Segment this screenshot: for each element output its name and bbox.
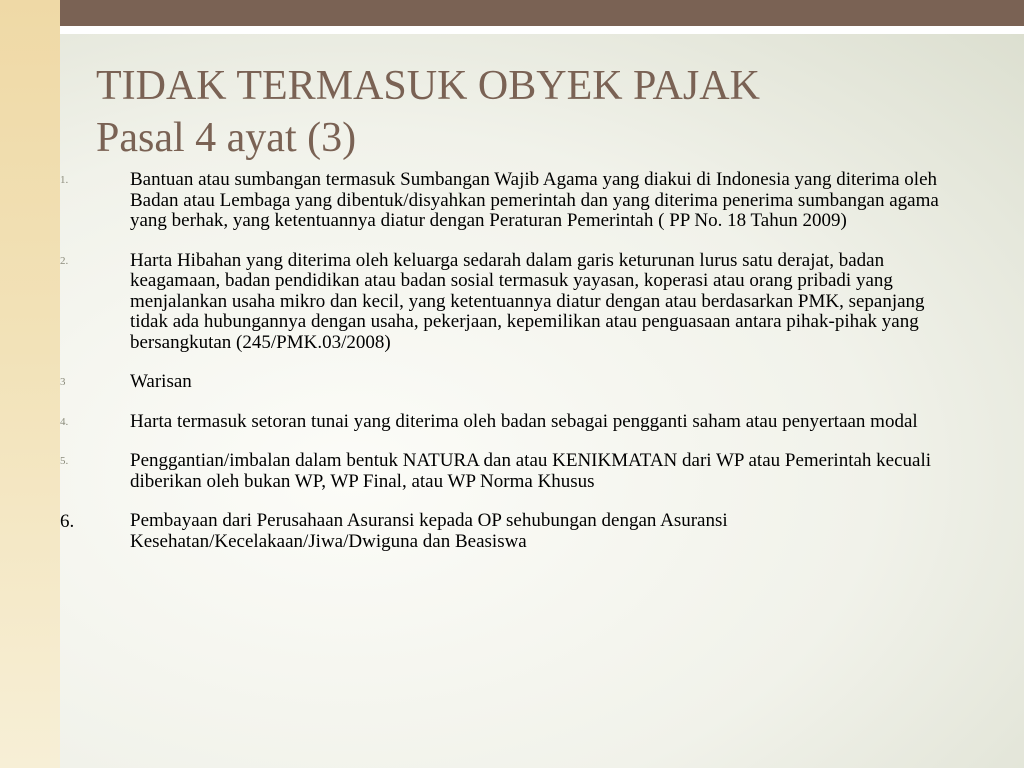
slide-title-line-2: Pasal 4 ayat (3) <box>96 115 357 161</box>
list-item-1-text: Bantuan atau sumbangan termasuk Sumbangan Wajib Agama yang diakui di Indonesia yang diterima oleh Badan atau Lembaga yang dibentuk/disyahkan pemerintah dan yang diterima penerima sumbangan agama yang berhak, yang ketentuannya diatur dengan Peraturan Pemerintah ( PP No. 18 Tahun 2009) <box>130 169 939 231</box>
list-item-4-number: 4. <box>60 415 69 428</box>
top-bar-gap <box>60 26 1024 34</box>
list-item-1-number: 1. <box>60 174 69 186</box>
list-item-3-number: 3 <box>60 376 66 388</box>
left-decorative-strip <box>0 0 60 768</box>
list-item-2 <box>60 251 960 354</box>
list-item-4-text: Harta termasuk setoran tunai yang diterima oleh badan sebagai pengganti saham atau penyertaan modal <box>130 410 918 432</box>
top-decorative-bar <box>60 0 1024 26</box>
exclusion-list <box>60 170 960 571</box>
list-item-2-number: 2. <box>60 254 69 267</box>
list-item-3-text: Warisan <box>130 371 192 392</box>
list-item-6 <box>60 511 960 552</box>
list-item-4 <box>60 412 960 433</box>
list-item-2-text: Harta Hibahan yang diterima oleh keluarga sedarah dalam garis keturunan lurus satu derajat, badan keagamaan, badan pendidikan atau badan sosial termasuk yayasan, koperasi atau orang pribadi yang menjalankan usaha mikro dan kecil, yang ketentuannya diatur dengan atau berdasarkan PMK, sepanjang tidak ada hubungannya dengan usaha, pekerjaan, kepemilikan atau penguasaan antara pihak-pihak yang bersangkutan (245/PMK.03/2008) <box>130 249 925 353</box>
slide-title <box>96 60 760 164</box>
list-item-5 <box>60 451 960 492</box>
list-item-6-number: 6. <box>60 511 75 532</box>
list-item-5-number: 5. <box>60 455 69 467</box>
list-item-3 <box>60 372 960 393</box>
slide-title-line-1: TIDAK TERMASUK OBYEK PAJAK <box>96 63 760 109</box>
list-item-6-text: Pembayaan dari Perusahaan Asuransi kepada OP sehubungan dengan Asuransi Kesehatan/Kecelakaan/Jiwa/Dwiguna dan Beasiswa <box>130 510 728 552</box>
list-item-5-text: Penggantian/imbalan dalam bentuk NATURA dan atau KENIKMATAN dari WP atau Pemerintah kecuali diberikan oleh bukan WP, WP Final, atau WP Norma Khusus <box>130 450 932 492</box>
list-item-1 <box>60 170 960 232</box>
